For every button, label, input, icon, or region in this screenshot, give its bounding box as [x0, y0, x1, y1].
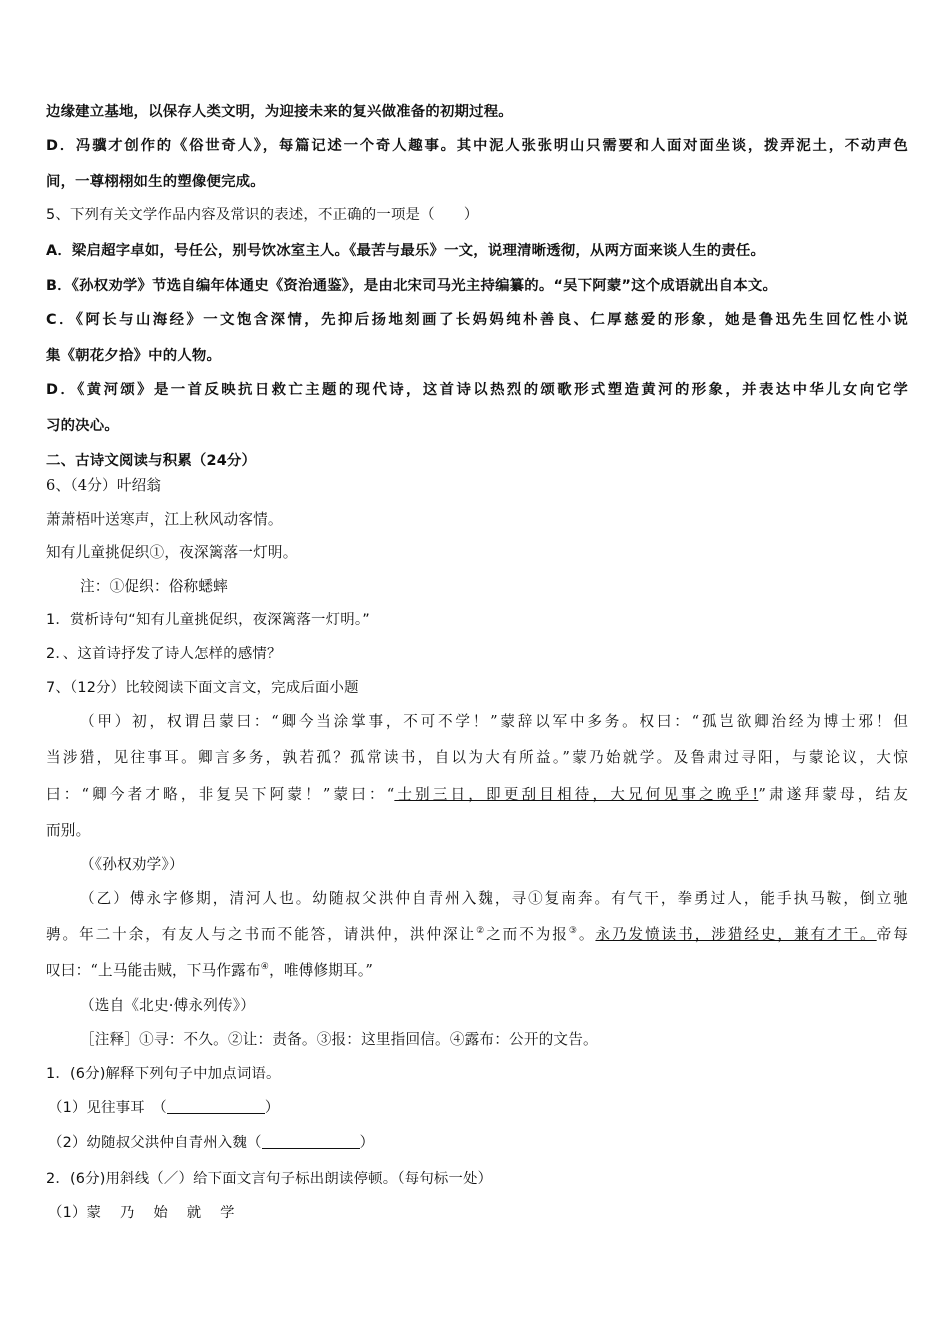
passage-yi-line-2-start: 骋。年二十余，有友人与之书而不能答，请洪仲，洪仲深让 — [46, 926, 477, 943]
passage-jia-line-3-start: 曰：“卿今者才略，非复吴下阿蒙！”蒙曰：“ — [46, 786, 395, 803]
spaced-sentence: 蒙乃始就学 — [86, 1205, 254, 1221]
footnote-mark-4: ④ — [260, 962, 270, 973]
question-7-heading: 7、（12分）比较阅读下面文言文，完成后面小题 — [46, 680, 359, 696]
option-d-line-2: 间，一尊栩栩如生的塑像便完成。 — [46, 174, 265, 190]
option-d-line-1: D．冯骥才创作的《俗世奇人》，每篇记述一个奇人趣事。其中泥人张张明山只需要和人面对面坐谈，拨弄泥土，不动声色 — [46, 138, 908, 154]
poem-note: 注：①促织：俗称蟋蟀 — [80, 578, 228, 595]
passage-yi-line-3-start: 叹曰：“上马能击贼，下马作露布 — [46, 962, 261, 979]
item-2-text: （2）幼随叔父洪仲自青州入魏（ — [48, 1135, 262, 1151]
question-7-sub-1-item-2 — [48, 1133, 910, 1153]
answer-blank-2[interactable] — [262, 1134, 360, 1149]
question-7-sub-1-item-1 — [48, 1098, 910, 1118]
question-7-sub-1: 1．(6分)解释下列句子中加点词语。 — [46, 1066, 281, 1082]
passage-jia-source: （《孙权劝学》） — [80, 856, 184, 873]
passage-yi-notes: ［注释］①寻：不久。②让：责备。③报：这里指回信。④露布：公开的文告。 — [80, 1031, 598, 1048]
passage-jia-line-3-end: ”肃遂拜蒙母，结友 — [758, 786, 908, 803]
question-6-heading: 6、（4分）叶绍翁 — [46, 477, 162, 494]
passage-yi-line-2-period: 。 — [578, 926, 596, 943]
answer-blank-1[interactable] — [167, 1099, 265, 1114]
question-5-stem: 5、下列有关文学作品内容及常识的表述，不正确的一项是（ ） — [46, 207, 479, 223]
question-5-option-d-line-2: 习的决心。 — [46, 418, 119, 434]
item-2-1-number: （1） — [48, 1205, 87, 1221]
item-2-close: ） — [359, 1135, 375, 1151]
question-5-option-b: B．《孙权劝学》节选自编年体通史《资治通鉴》，是由北宋司马光主持编纂的。“吴下阿蒙”这个成语就出自本文。 — [46, 278, 778, 294]
passage-jia-line-2: 当涉猎，见往事耳。卿言多务，孰若孤？孤常读书，自以为大有所益。”蒙乃始就学。及鲁肃过寻阳，与蒙论议，大惊 — [46, 749, 908, 766]
footnote-mark-3: ③ — [568, 926, 579, 937]
footnote-mark-2: ② — [476, 926, 487, 937]
poem-line-2: 知有儿童挑促织①，夜深篱落一灯明。 — [46, 544, 298, 561]
option-c-continued: 边缘建立基地，以保存人类文明，为迎接未来的复兴做准备的初期过程。 — [46, 104, 513, 120]
question-6-sub-1: 1．赏析诗句“知有儿童挑促织，夜深篱落一灯明。” — [46, 612, 370, 628]
question-6-sub-2: 2．、这首诗抒发了诗人怎样的感情？ — [46, 646, 282, 662]
poem-line-1: 萧萧梧叶送寒声，江上秋风动客情。 — [46, 511, 283, 528]
passage-jia-line-3 — [46, 785, 908, 805]
item-1-text: （1）见往事耳 （ — [48, 1100, 167, 1116]
section-2-heading: 二、古诗文阅读与积累（24分） — [46, 453, 257, 469]
question-5-option-d-line-1: D．《黄河颂》是一首反映抗日救亡主题的现代诗，这首诗以热烈的颂歌形式塑造黄河的形象，并表达中华儿女向它学 — [46, 382, 908, 398]
passage-yi-line-2 — [46, 925, 908, 945]
question-7-sub-2-item-1 — [48, 1203, 910, 1223]
passage-jia-line-1: （甲）初，权谓吕蒙曰：“卿今当涂掌事，不可不学！”蒙辞以军中多务。权曰：“孤岂欲卿治经为博士邪！但 — [80, 713, 908, 730]
item-1-close: ） — [264, 1100, 280, 1116]
underlined-sentence-yi: 永乃发愤读书，涉猎经史，兼有才干。 — [595, 926, 877, 943]
passage-jia-line-4: 而别。 — [46, 822, 91, 839]
passage-yi-line-3-end: ，唯傅修期耳。” — [269, 962, 373, 979]
passage-yi-line-2-end: 帝每 — [876, 926, 908, 943]
passage-yi-line-3 — [46, 961, 908, 981]
passage-yi-source: （选自《北史·傅永列传》） — [80, 997, 256, 1014]
question-5-option-a: A．梁启超字卓如，号任公，别号饮冰室主人。《最苦与最乐》一文，说理清晰透彻，从两方面来谈人生的责任。 — [46, 243, 766, 259]
passage-yi-line-1: （乙）傅永字修期，清河人也。幼随叔父洪仲自青州入魏，寻①复南奔。有气干，拳勇过人，能手执马鞍，倒立驰 — [80, 890, 908, 907]
question-5-option-c-line-1: C．《阿长与山海经》一文饱含深情，先抑后扬地刻画了长妈妈纯朴善良、仁厚慈爱的形象，她是鲁迅先生回忆性小说 — [46, 312, 908, 328]
question-5-option-c-line-2: 集《朝花夕拾》中的人物。 — [46, 348, 222, 364]
underlined-sentence-jia: 士别三日，即更刮目相待，大兄何见事之晚乎! — [394, 786, 759, 803]
question-7-sub-2: 2．(6分)用斜线（／）给下面文言句子标出朗读停顿。（每句标一处） — [46, 1171, 493, 1187]
passage-yi-line-2-mid: 之而不为报 — [486, 926, 569, 943]
